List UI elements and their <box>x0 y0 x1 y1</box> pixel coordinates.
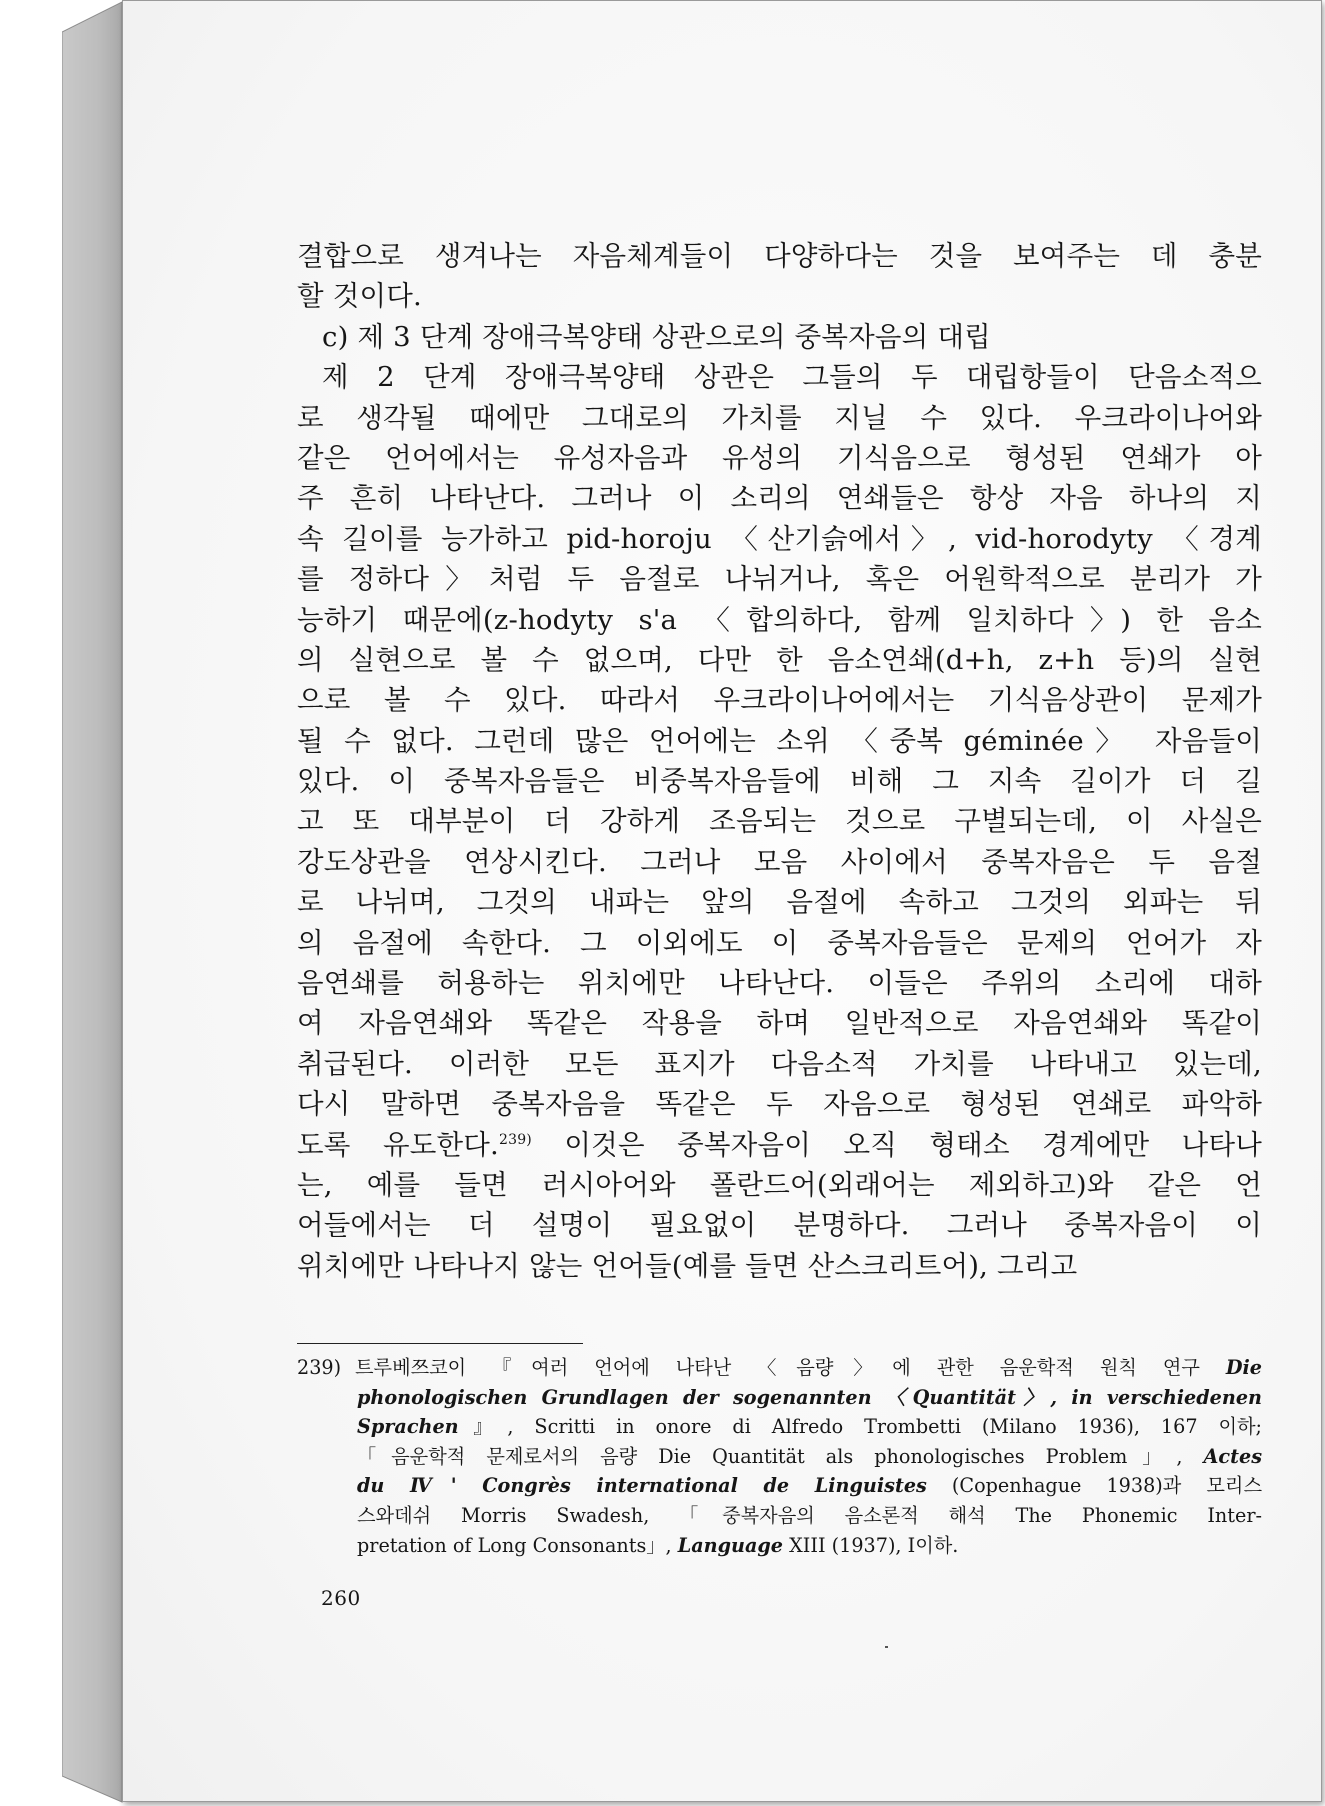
page-number: 260 <box>321 1586 361 1610</box>
footnote-line <box>297 1353 1262 1383</box>
body-line: 주 흔히 나타난다. 그러나 이 소리의 연쇄들은 항상 자음 하나의 지 <box>297 482 1262 515</box>
body-line: 의 음절에 속한다. 그 이외에도 이 중복자음들은 문제의 언어가 자 <box>297 926 1262 959</box>
body-line: 를 정하다〉처럼 두 음절로 나뉘거나, 혹은 어원학적으로 분리가 가 <box>297 563 1262 596</box>
body-line: 제 2 단계 장애극복양태 상관은 그들의 두 대립항들이 단음소적으 <box>322 361 1262 394</box>
footnote-line: 스와데쉬 Morris Swadesh, 「중복자음의 음소론적 해석 The Phonemic Inter- <box>357 1503 1262 1527</box>
footnote-reference[interactable]: 239) <box>498 1131 532 1148</box>
footnote-title-italic: du Ⅳ' Congrès international de Linguistes <box>357 1474 927 1498</box>
body-line: 같은 언어에서는 유성자음과 유성의 기식음으로 형성된 연쇄가 아 <box>297 441 1262 474</box>
footnote-title-italic: Sprachen <box>357 1415 459 1439</box>
body-line: 속 길이를 능가하고 pid-horoju 〈산기슭에서〉, vid-horodyty 〈경계 <box>297 522 1262 555</box>
body-line: 다시 말하면 중복자음을 똑같은 두 자음으로 형성된 연쇄로 파악하 <box>297 1088 1262 1121</box>
body-line: 될 수 없다. 그런데 많은 언어에는 소위 〈중복 géminée〉 자음들이 <box>297 724 1262 757</box>
footnote <box>297 1353 1262 1560</box>
body-line: 로 생각될 때에만 그대로의 가치를 지닐 수 있다. 우크라이나어와 <box>297 401 1262 434</box>
body-line: 의 실현으로 볼 수 없으며, 다만 한 음소연쇄(d+h, z+h 등)의 실현 <box>297 643 1262 676</box>
body-line: 위치에만 나타나지 않는 언어들(예를 들면 산스크리트어), 그리고 <box>297 1249 1078 1282</box>
body-line: 고 또 대부분이 더 강하게 조음되는 것으로 구별되는데, 이 사실은 <box>297 805 1262 838</box>
body-line: 로 나뉘며, 그것의 내파는 앞의 음절에 속하고 그것의 외파는 뒤 <box>297 886 1262 919</box>
body-line: 여 자음연쇄와 똑같은 작용을 하며 일반적으로 자음연쇄와 똑같이 <box>297 1007 1262 1040</box>
footnote-number: 239) <box>297 1356 342 1379</box>
print-speck <box>885 1646 888 1648</box>
body-line: 강도상관을 연상시킨다. 그러나 모음 사이에서 중복자음은 두 음절 <box>297 845 1262 878</box>
footnote-line <box>297 1442 1262 1472</box>
body-line <box>297 1125 1262 1165</box>
footnote-text: 「음운학적 문제로서의 음량 Die Quantität als phonologisches Problem」, <box>357 1444 1183 1468</box>
body-text-span: 이것은 중복자음이 오직 형태소 경계에만 나타나 <box>564 1128 1262 1161</box>
body-line: 어들에서는 더 설명이 필요없이 분명하다. 그러나 중복자음이 이 <box>297 1209 1262 1242</box>
footnote-line <box>297 1383 1262 1413</box>
footnote-title-italic: phonologischen Grundlagen der sogenannten 〈Quantität〉, in verschiedenen <box>357 1385 1262 1409</box>
body-line: 으로 볼 수 있다. 따라서 우크라이나어에서는 기식음상관이 문제가 <box>297 684 1262 717</box>
footnote-divider <box>297 1343 583 1344</box>
footnote-title-italic: Die <box>1225 1356 1262 1379</box>
footnote-text: pretation of Long Consonants」, <box>357 1533 672 1557</box>
body-text <box>297 236 1262 1286</box>
body-line: 는, 예를 들면 러시아어와 폴란드어(외래어는 제외하고)와 같은 언 <box>297 1168 1262 1201</box>
footnote-line <box>297 1471 1262 1501</box>
body-text-span: 도록 유도한다. <box>297 1128 499 1161</box>
footnote-text: 』, Scritti in onore di Alfredo Trombetti (Milano 1936), 167 이하; <box>458 1415 1262 1439</box>
footnote-text: XIII (1937), Ⅰ이하. <box>789 1533 959 1557</box>
body-line: 능하기 때문에(z-hodyty s'a 〈합의하다, 함께 일치하다〉) 한 음소 <box>297 603 1262 636</box>
footnote-title-italic: Actes <box>1203 1444 1262 1468</box>
book-spine <box>62 0 124 1806</box>
section-heading: c) 제 3 단계 장애극복양태 상관으로의 중복자음의 대립 <box>322 320 991 353</box>
footnote-text: (Copenhague 1938)과 모리스 <box>951 1474 1262 1498</box>
footnote-line <box>297 1531 1262 1561</box>
body-line: 있다. 이 중복자음들은 비중복자음들에 비해 그 지속 길이가 더 길 <box>297 765 1262 798</box>
footnote-line <box>297 1412 1262 1442</box>
body-line: 취급된다. 이러한 모든 표지가 다음소적 가치를 나타내고 있는데, <box>297 1047 1262 1080</box>
book-page <box>122 0 1322 1802</box>
footnote-title-italic: Language <box>677 1533 784 1557</box>
footnote-text: 트루베쯔코이 『여러 언어에 나타난 〈음량〉에 관한 음운학적 원칙 연구 <box>355 1356 1200 1379</box>
body-line: 결합으로 생겨나는 자음체계들이 다양하다는 것을 보여주는 데 충분 <box>297 240 1262 272</box>
body-line: 음연쇄를 허용하는 위치에만 나타난다. 이들은 주위의 소리에 대하 <box>297 967 1262 1000</box>
body-line: 할 것이다. <box>297 280 422 313</box>
